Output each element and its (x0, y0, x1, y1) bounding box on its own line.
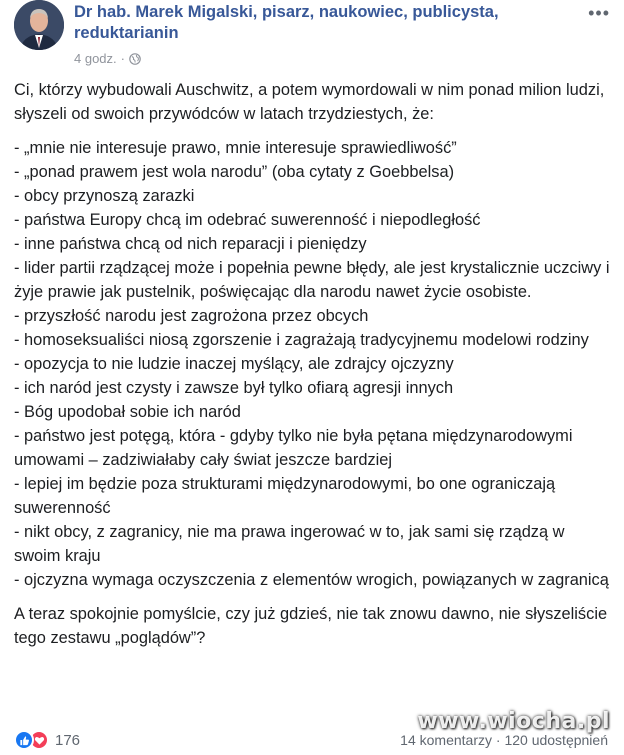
more-options-icon[interactable]: ••• (588, 3, 610, 23)
shares-link[interactable]: 120 udostępnień (504, 732, 608, 748)
watermark-logo: www.wiocha.pl (417, 709, 610, 734)
post-stats (400, 732, 608, 748)
reactions-summary[interactable] (14, 730, 80, 750)
post-list (14, 136, 612, 592)
globe-icon[interactable] (129, 53, 141, 65)
avatar-image (14, 0, 64, 50)
list-item: - państwo jest potęgą, która - gdyby tylko nie była pętana międzynarodowymi umowami – zadziwiałaby cały świat jeszcze bardziej (14, 427, 573, 469)
author-name-link[interactable]: Dr hab. Marek Migalski, pisarz, naukowiec, publicysta, reduktarianin (74, 3, 499, 42)
list-item: - nikt obcy, z zagranicy, nie ma prawa ingerować w to, jak sami się rządzą w swoim kraju (14, 523, 565, 565)
list-item: - obcy przynoszą zarazki (14, 187, 195, 205)
post-meta (74, 51, 141, 66)
post-timestamp[interactable]: 4 godz. (74, 51, 117, 66)
list-item: - przyszłość narodu jest zagrożona przez obcych (14, 307, 369, 325)
list-item: - państwa Europy chcą im odebrać suwerenność i niepodległość (14, 211, 481, 229)
comments-link[interactable]: 14 komentarzy (400, 732, 492, 748)
list-item: - inne państwa chcą od nich reparacji i pieniędzy (14, 235, 367, 253)
reaction-count: 176 (55, 731, 81, 749)
list-item: - homoseksualiści niosą zgorszenie i zagrażają tradycyjnemu modelowi rodziny (14, 331, 589, 349)
list-item: - lepiej im będzie poza strukturami międzynarodowymi, bo one ograniczają suwerenność (14, 475, 556, 517)
list-item: - opozycja to nie ludzie inaczej myślący, ale zdrajcy ojczyzny (14, 355, 454, 373)
list-item: - Bóg upodobał sobie ich naród (14, 403, 241, 421)
post-closing: A teraz spokojnie pomyślcie, czy już gdzieś, nie tak znowu dawno, nie słyszeliście tego zestawu „poglądów”? (14, 605, 608, 647)
post-footer (14, 730, 614, 754)
meta-separator: · (120, 51, 125, 66)
like-icon (14, 730, 34, 750)
list-item: - ojczyzna wymaga oczyszczenia z elementów wrogich, powiązanych w zagranicą (14, 571, 609, 589)
list-item: - „mnie nie interesuje prawo, mnie interesuje sprawiedliwość” (14, 139, 457, 157)
post-text (14, 78, 612, 650)
stats-separator: · (495, 732, 501, 748)
author-avatar[interactable] (14, 0, 64, 50)
post-header (12, 0, 612, 72)
list-item: - ich naród jest czysty i zawsze był tylko ofiarą agresji innych (14, 379, 454, 397)
list-item: - lider partii rządzącej może i popełnia pewne błędy, ale jest krystalicznie uczciwy i żyje prawie jak pustelnik, poświęcając dla narodu nawet życie osobiste. (14, 259, 610, 301)
post-intro: Ci, którzy wybudowali Auschwitz, a potem wymordowali w nim ponad milion ludzi, słyszeli od swoich przywódców w latach trzydziestych, że: (14, 81, 605, 123)
list-item: - „ponad prawem jest wola narodu” (oba cytaty z Goebbelsa) (14, 163, 455, 181)
